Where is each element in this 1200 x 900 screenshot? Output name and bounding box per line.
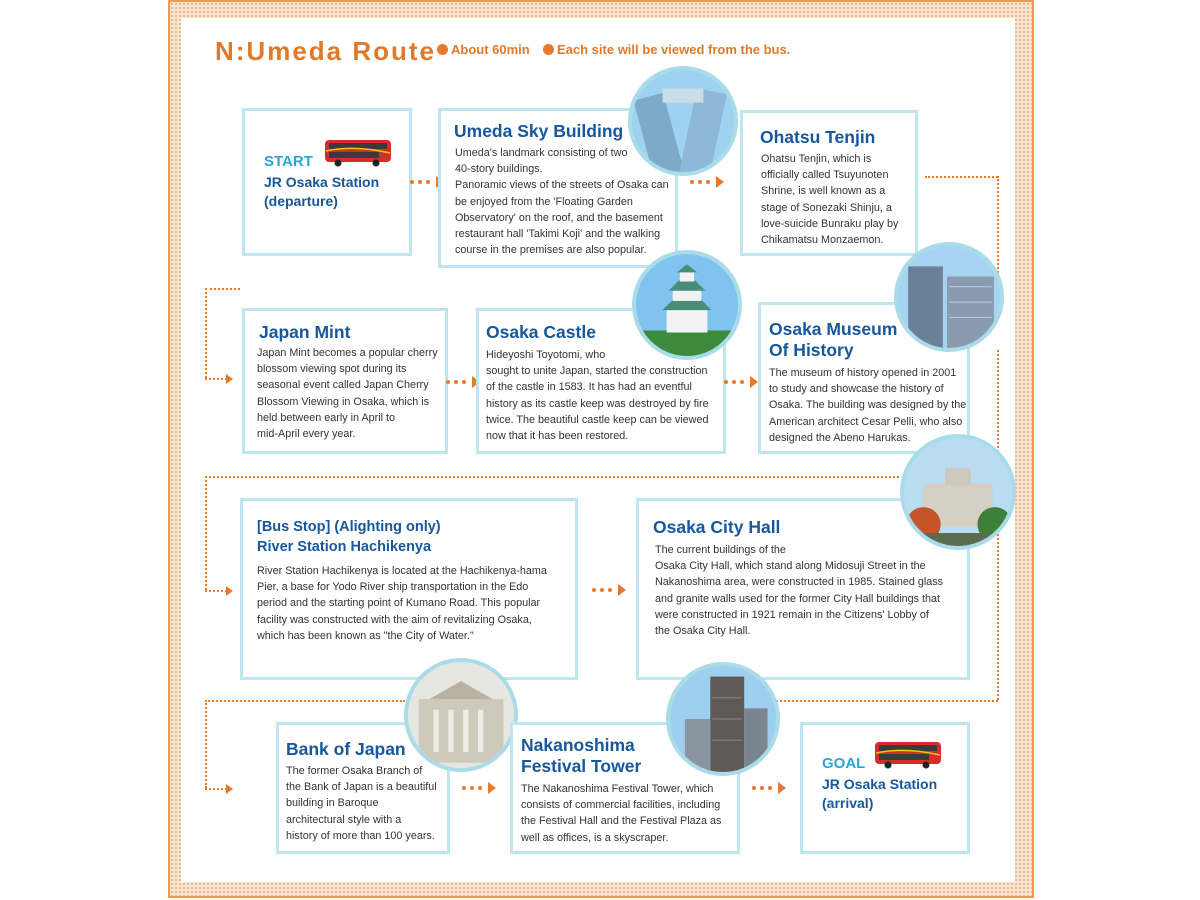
bank-of-japan-text: The former Osaka Branch of the Bank of Japan is a beautiful building in Baroque architectural style with a history of more than 100 years. bbox=[286, 765, 437, 842]
route-title: N:Umeda Route bbox=[215, 36, 437, 66]
river-station-title-line1: [Bus Stop] (Alighting only) bbox=[257, 519, 441, 535]
goal-station: JR Osaka Station bbox=[822, 776, 938, 792]
tower-photo bbox=[666, 662, 780, 776]
museum-text: The museum of history opened in 2001 to study and showcase the history of Osaka. The building was designed by the American architect Cesar Pelli, who also designed the Abeno Harukas. bbox=[769, 367, 967, 444]
castle-photo bbox=[632, 250, 742, 360]
route-arrow-icon bbox=[446, 376, 480, 388]
route-arrow-icon bbox=[752, 782, 786, 794]
route-arrow-icon bbox=[690, 176, 724, 188]
japan-mint-title: Japan Mint bbox=[259, 322, 351, 342]
route-line-tip bbox=[226, 586, 233, 596]
festival-tower-text: The Nakanoshima Festival Tower, which consists of commercial facilities, including the Festival Hall and the Festival Plaza as well as offices, is a skyscraper. bbox=[521, 783, 722, 844]
start-note: (departure) bbox=[264, 193, 338, 209]
festival-tower-title-line1: Nakanoshima bbox=[521, 735, 635, 755]
museum-title-line1: Osaka Museum bbox=[769, 319, 898, 339]
umeda-sky-building-title: Umeda Sky Building bbox=[454, 121, 624, 141]
japan-mint-card bbox=[242, 308, 448, 454]
bank-photo bbox=[404, 658, 518, 772]
route-line bbox=[205, 288, 240, 290]
start-station: JR Osaka Station bbox=[264, 174, 380, 190]
bus-view-text: Each site will be viewed from the bus. bbox=[557, 42, 791, 57]
duration-text: About 60min bbox=[451, 42, 530, 57]
bus-icon bbox=[324, 139, 392, 167]
osaka-castle-title: Osaka Castle bbox=[486, 322, 596, 342]
bullet-icon bbox=[543, 44, 554, 55]
goal-note: (arrival) bbox=[822, 795, 874, 811]
ohatsu-tenjin-text: Ohatsu Tenjin, which is officially called Tsuyunoten Shrine, is well known as a stage of Sonezaki Shinju, a love-suicide Bunraku play by Chikamatsu Monzaemon. bbox=[761, 153, 899, 247]
route-line bbox=[205, 590, 227, 592]
route-line bbox=[205, 476, 207, 590]
city-hall-photo bbox=[900, 434, 1016, 550]
osaka-castle-text: Hideyoshi Toyotomi, who sought to unite Japan, started the construction of the castle in 1583. It has had an eventful history as its castle keep was destroyed by fire twice. The beautiful castle keep can be viewed now that it has been restored. bbox=[486, 349, 709, 443]
japan-mint-text: Japan Mint becomes a popular cherry blossom viewing spot during its seasonal event called Japan Cherry Blossom Viewing in Osaka, which is held between early in April to mid-April every year. bbox=[257, 347, 438, 441]
bullet-icon bbox=[437, 44, 448, 55]
bus-icon bbox=[874, 741, 942, 769]
route-line bbox=[925, 176, 998, 178]
ohatsu-tenjin-card bbox=[740, 110, 918, 256]
river-station-text: River Station Hachikenya is located at the Hachikenya-hama Pier, a base for Yodo River ship transportation in the Edo period and the starting point of Kumano Road. This popular facility was constructed with the aim of revitalizing Osaka, which has been known as "the City of Water." bbox=[257, 565, 547, 642]
river-station-title-line2: River Station Hachikenya bbox=[257, 539, 432, 555]
start-label: START bbox=[264, 153, 313, 170]
city-hall-text: The current buildings of the Osaka City Hall, which stand along Midosuji Street in the Nakanoshima area, were constructed in 1985. Stained glass and granite walls used for the former City Hall buildings that were constructed in 1921 remain in the Citizens' Lobby of the Osaka City Hall. bbox=[655, 544, 944, 638]
route-line bbox=[205, 788, 227, 790]
route-line bbox=[205, 700, 405, 702]
route-line bbox=[205, 378, 227, 380]
route-line bbox=[997, 518, 999, 700]
museum-photo bbox=[894, 242, 1004, 352]
sky-building-photo bbox=[628, 66, 738, 176]
route-arrow-icon bbox=[462, 782, 496, 794]
umeda-sky-building-text: Umeda's landmark consisting of two 40-story buildings. Panoramic views of the streets of Osaka can be enjoyed from the 'Floating Garden Observatory' on the roof, and the basement restaurant hall 'Takimi Koji' and the walking course in the premises are also popular. bbox=[455, 147, 669, 257]
river-station-card bbox=[240, 498, 578, 680]
route-line bbox=[776, 700, 998, 702]
goal-card bbox=[800, 722, 970, 854]
route-arrow-icon bbox=[724, 376, 758, 388]
goal-label: GOAL bbox=[822, 755, 866, 772]
route-line-tip bbox=[226, 784, 233, 794]
start-card bbox=[242, 108, 412, 256]
bank-of-japan-title: Bank of Japan bbox=[286, 739, 406, 759]
route-arrow-icon bbox=[592, 584, 626, 596]
ohatsu-tenjin-title: Ohatsu Tenjin bbox=[760, 127, 876, 147]
route-line-tip bbox=[226, 374, 233, 384]
bus-view-note bbox=[543, 42, 790, 57]
route-line bbox=[205, 700, 207, 788]
route-line bbox=[205, 288, 207, 378]
city-hall-title: Osaka City Hall bbox=[653, 517, 781, 537]
festival-tower-title-line2: Festival Tower bbox=[521, 756, 642, 776]
museum-title-line2: Of History bbox=[769, 340, 854, 360]
route-line bbox=[205, 476, 899, 478]
duration-note bbox=[437, 42, 530, 57]
